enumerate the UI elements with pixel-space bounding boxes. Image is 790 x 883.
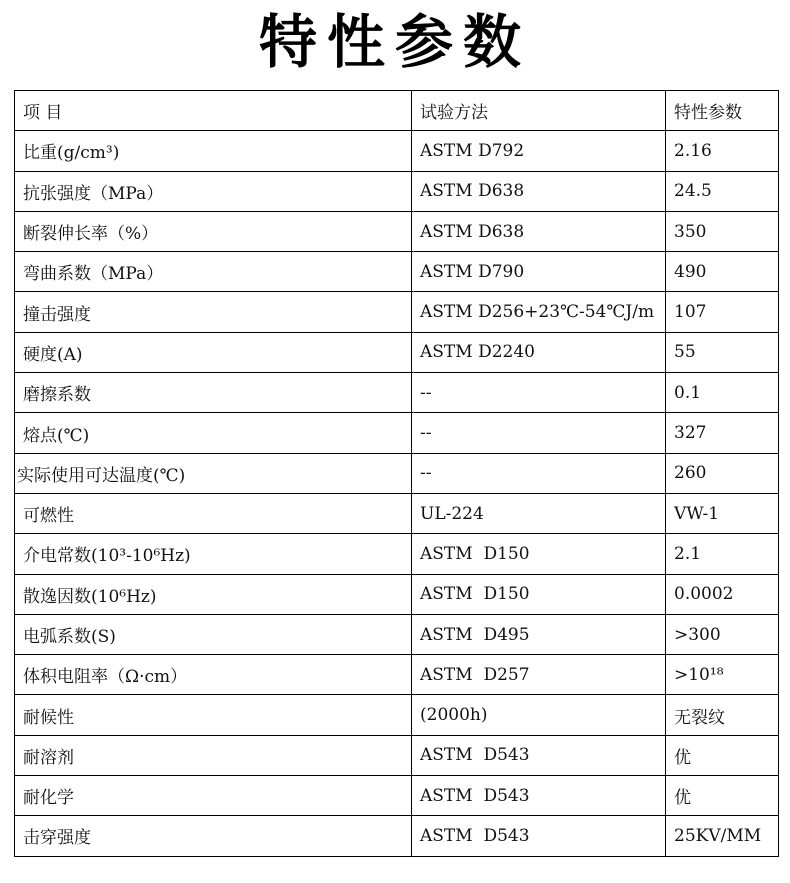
cell-value: 327 xyxy=(666,413,779,453)
header-value: 特性参数 xyxy=(666,91,779,131)
properties-table xyxy=(14,90,779,857)
cell-item: 耐化学 xyxy=(15,776,412,816)
cell-method: ASTM D256+23℃-54℃J/m xyxy=(412,292,666,332)
cell-item: 击穿强度 xyxy=(15,816,412,856)
cell-value: 0.0002 xyxy=(666,574,779,614)
cell-item: 抗张强度（MPa） xyxy=(15,171,412,211)
cell-value: 25KV/MM xyxy=(666,816,779,856)
table-row xyxy=(15,292,779,332)
cell-item: 电弧系数(S) xyxy=(15,614,412,654)
table-row xyxy=(15,131,779,171)
cell-method: ASTM D638 xyxy=(412,211,666,251)
cell-value: 0.1 xyxy=(666,373,779,413)
cell-method: ASTM D150 xyxy=(412,574,666,614)
cell-item: 实际使用可达温度(℃) xyxy=(15,453,412,493)
table-header-row xyxy=(15,91,779,131)
table-row xyxy=(15,493,779,533)
cell-method: ASTM D792 xyxy=(412,131,666,171)
header-item: 项 目 xyxy=(15,91,412,131)
cell-item: 耐候性 xyxy=(15,695,412,735)
cell-method: -- xyxy=(412,373,666,413)
table-row xyxy=(15,816,779,856)
cell-value: 260 xyxy=(666,453,779,493)
cell-value: 24.5 xyxy=(666,171,779,211)
table-row xyxy=(15,695,779,735)
table-row xyxy=(15,252,779,292)
table-row xyxy=(15,776,779,816)
cell-method: ASTM D257 xyxy=(412,655,666,695)
cell-item: 熔点(℃) xyxy=(15,413,412,453)
cell-value: 490 xyxy=(666,252,779,292)
table-row xyxy=(15,614,779,654)
page-title: 特性参数 xyxy=(258,8,531,76)
cell-method: UL-224 xyxy=(412,493,666,533)
cell-value: 2.16 xyxy=(666,131,779,171)
table-row xyxy=(15,735,779,775)
cell-method: ASTM D638 xyxy=(412,171,666,211)
cell-method: ASTM D543 xyxy=(412,776,666,816)
cell-value: VW-1 xyxy=(666,493,779,533)
cell-item: 比重(g/cm³) xyxy=(15,131,412,171)
table-row xyxy=(15,211,779,251)
cell-value: >10¹⁸ xyxy=(666,655,779,695)
table-row xyxy=(15,574,779,614)
table-row xyxy=(15,332,779,372)
cell-method: -- xyxy=(412,453,666,493)
header-method: 试验方法 xyxy=(412,91,666,131)
cell-method: ASTM D495 xyxy=(412,614,666,654)
cell-value: 350 xyxy=(666,211,779,251)
table-row xyxy=(15,534,779,574)
cell-item: 撞击强度 xyxy=(15,292,412,332)
cell-item: 散逸因数(10⁶Hz) xyxy=(15,574,412,614)
table-row xyxy=(15,373,779,413)
table-row xyxy=(15,655,779,695)
cell-method: -- xyxy=(412,413,666,453)
cell-item: 磨擦系数 xyxy=(15,373,412,413)
cell-value: 优 xyxy=(666,776,779,816)
cell-item: 硬度(A) xyxy=(15,332,412,372)
cell-value: 55 xyxy=(666,332,779,372)
cell-value: >300 xyxy=(666,614,779,654)
cell-item: 断裂伸长率（%） xyxy=(15,211,412,251)
cell-method: ASTM D543 xyxy=(412,735,666,775)
cell-value: 107 xyxy=(666,292,779,332)
cell-value: 2.1 xyxy=(666,534,779,574)
cell-method: (2000h) xyxy=(412,695,666,735)
cell-value: 优 xyxy=(666,735,779,775)
cell-value: 无裂纹 xyxy=(666,695,779,735)
cell-method: ASTM D790 xyxy=(412,252,666,292)
cell-item: 耐溶剂 xyxy=(15,735,412,775)
cell-method: ASTM D2240 xyxy=(412,332,666,372)
cell-method: ASTM D543 xyxy=(412,816,666,856)
table-row xyxy=(15,413,779,453)
table-row xyxy=(15,453,779,493)
cell-item: 体积电阻率（Ω·cm） xyxy=(15,655,412,695)
cell-item: 可燃性 xyxy=(15,493,412,533)
cell-method: ASTM D150 xyxy=(412,534,666,574)
cell-item: 介电常数(10³-10⁶Hz) xyxy=(15,534,412,574)
cell-item: 弯曲系数（MPa） xyxy=(15,252,412,292)
table-row xyxy=(15,171,779,211)
